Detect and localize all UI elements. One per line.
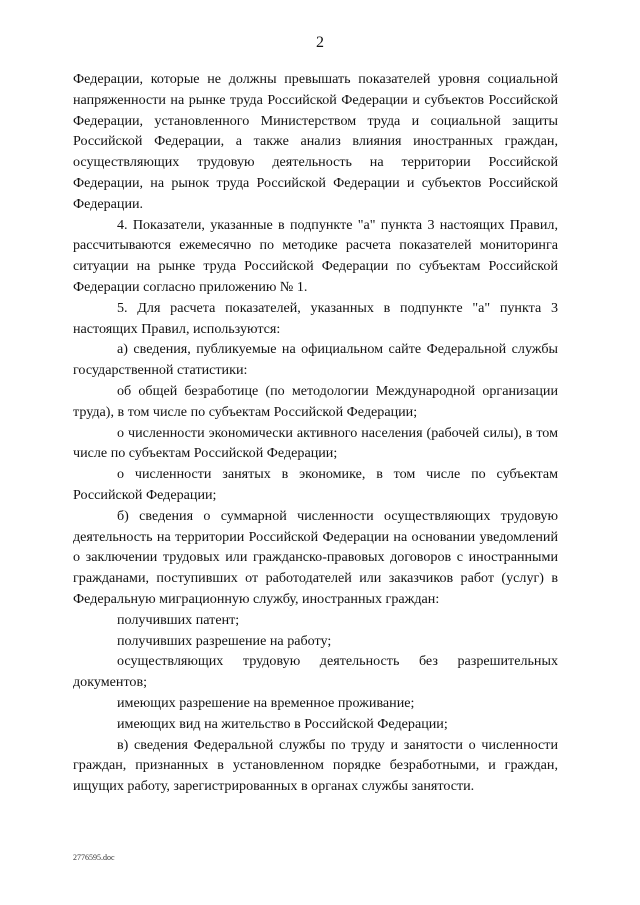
paragraph: а) сведения, публикуемые на официальном сайте Федеральной службы государственной статистики: <box>73 341 558 379</box>
paragraph: о численности экономически активного населения (рабочей силы), в том числе по субъектам Российской Федерации; <box>73 424 558 462</box>
paragraph: имеющих вид на жительство в Российской Федерации; <box>117 715 448 732</box>
paragraph: о численности занятых в экономике, в том числе по субъектам Российской Федерации; <box>73 466 558 503</box>
paragraph: получивших разрешение на работу; <box>117 632 332 649</box>
paragraph: Федерации, которые не должны превышать показателей уровня социальной напряженности на рынке труда Российской Федерации и субъектов Российской Федерации, установленного Министерством труда и социальной защиты Российской Федерации, а также анализ влияния иностранных граждан, осуществляющих трудовую деятельность на территории Российской Федерации, на рынок труда Российской Федерации и субъектов Российской Федерации. <box>73 71 558 212</box>
page-number: 2 <box>316 34 324 51</box>
paragraph: б) сведения о суммарной численности осуществляющих трудовую деятельность на территории Российской Федерации на основании уведомлений о заключении трудовых или гражданско-правовых договоров с иностранными гражданами, поступивших от работодателей или заказчиков работ (услуг) в Федеральную миграционную службу, иностранных граждан: <box>73 507 558 607</box>
paragraph: в) сведения Федеральной службы по труду и занятости о численности граждан, признанных в установленном порядке безработными, и граждан, ищущих работу, зарегистрированных в органах службы занятости. <box>73 736 558 795</box>
paragraph: 5. Для расчета показателей, указанных в подпункте "а" пункта 3 настоящих Правил, используются: <box>73 299 558 337</box>
paragraph: получивших патент; <box>117 611 240 628</box>
paragraph: осуществляющих трудовую деятельность без разрешительных документов; <box>73 653 558 691</box>
document-filename: 2776595.doc <box>73 853 115 862</box>
paragraph: 4. Показатели, указанные в подпункте "а" пункта 3 настоящих Правил, рассчитываются ежемесячно по методике расчета показателей мониторинга ситуации на рынке труда Российской Федерации по субъектам Российской Федерации согласно приложению № 1. <box>73 216 558 295</box>
paragraph: имеющих разрешение на временное проживание; <box>117 694 415 711</box>
paragraph: об общей безработице (по методологии Международной организации труда), в том числе по субъектам Российской Федерации; <box>73 382 558 420</box>
document-body <box>73 69 558 797</box>
